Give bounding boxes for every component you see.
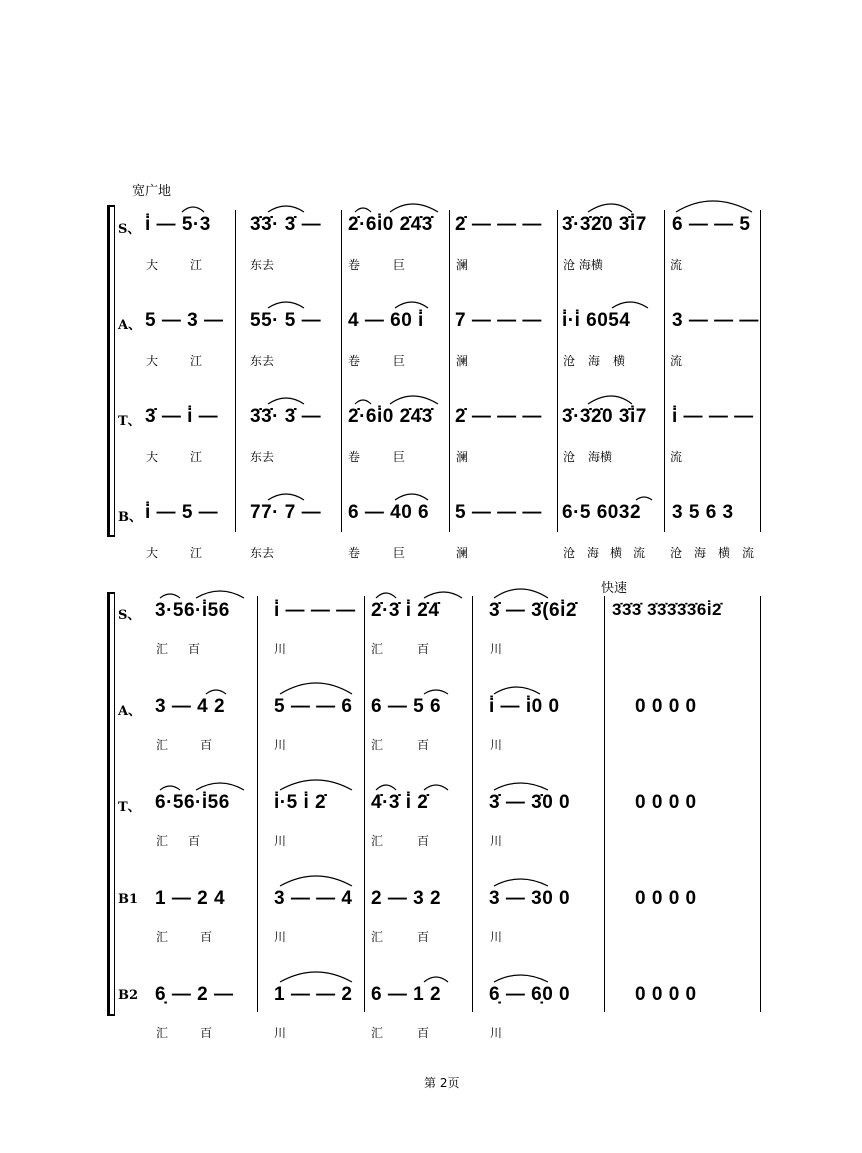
lyric: 东去 <box>250 258 275 272</box>
measure: 3·56·i̇56 <box>155 600 230 621</box>
lyric: 巨 <box>393 258 406 272</box>
lyric: 汇 <box>371 738 384 752</box>
measure: 77· 7 — <box>250 502 322 523</box>
tempo-marking: 快速 <box>601 581 628 596</box>
measure: 0 0 0 0 <box>635 984 697 1005</box>
lyric: 川 <box>490 930 503 944</box>
lyric: 百 <box>417 1026 430 1040</box>
lyric: 江 <box>190 450 203 464</box>
lyric: 百 <box>417 642 430 656</box>
lyric: 川 <box>490 834 503 848</box>
page-number: 第 2页 <box>424 1076 460 1090</box>
measure: 3 — — 4 <box>274 888 353 909</box>
measure: 3̇·3̇2̇0 3̇i̇7 <box>562 214 647 235</box>
measure: 3̇ — i̇ — <box>145 406 219 427</box>
measure: 3 — — — <box>672 310 759 331</box>
measure: 5 — — 6 <box>274 696 353 717</box>
lyric: 海横 <box>588 450 613 464</box>
lyric: 澜 <box>456 354 469 368</box>
voice-label-alto: A、 <box>118 704 142 719</box>
measure: i̇ — i̇0 0 <box>489 696 560 717</box>
measure: 2̇ — — — <box>455 214 542 235</box>
lyric: 汇 <box>156 738 169 752</box>
lyric: 百 <box>200 930 213 944</box>
lyric: 川 <box>274 1026 287 1040</box>
lyric: 江 <box>190 546 203 560</box>
lyric: 沧 <box>563 546 576 560</box>
measure: i̇·i̇ 6054 <box>562 310 631 331</box>
lyric: 海 <box>694 546 707 560</box>
measure: 7 — — — <box>455 310 542 331</box>
measure: 3̇3̇3̇ 3̇3̇3̇3̇3̇6i̇2̇ <box>612 600 722 619</box>
lyric: 巨 <box>393 450 406 464</box>
lyric: 江 <box>190 354 203 368</box>
measure: 3 — 4 2 <box>155 696 226 717</box>
lyric: 汇 <box>156 930 169 944</box>
measure: i̇ — 5 — <box>145 502 219 523</box>
measure: 2̇·6i̇0 2̇4̇3̇ <box>348 406 433 427</box>
voice-label-tenor: T、 <box>118 800 141 815</box>
measure: 6 — 1 2 <box>371 984 442 1005</box>
lyric: 川 <box>274 834 287 848</box>
measure: 3̇3̇· 3̇ — <box>250 214 322 235</box>
lyric: 百 <box>417 738 430 752</box>
voice-label-alto: A、 <box>118 318 142 333</box>
lyric: 沧 <box>670 546 683 560</box>
lyric: 海 <box>587 546 600 560</box>
lyric: 东去 <box>250 450 275 464</box>
measure: 0 0 0 0 <box>635 696 697 717</box>
measure: 2̇·6i̇0 2̇4̇3̇ <box>348 214 433 235</box>
measure: 6 — — 5 <box>672 214 751 235</box>
measure: 6 — 5 6 <box>371 696 442 717</box>
lyric: 百 <box>188 834 201 848</box>
lyric: 巨 <box>393 546 406 560</box>
measure: 2̇ — — — <box>455 406 542 427</box>
measure: 1 — — 2 <box>274 984 353 1005</box>
measure: 0 0 0 0 <box>635 888 697 909</box>
tempo-marking: 宽广地 <box>132 184 172 199</box>
lyric: 百 <box>200 1026 213 1040</box>
lyric: 大 <box>146 258 159 272</box>
measure: 2 — 3 2 <box>371 888 442 909</box>
lyric: 大 <box>146 450 159 464</box>
lyric: 卷 <box>348 546 361 560</box>
lyric: 流 <box>670 354 683 368</box>
lyric: 川 <box>490 1026 503 1040</box>
lyric: 横 <box>610 546 623 560</box>
lyric: 汇 <box>371 1026 384 1040</box>
measure: i̇ — — — <box>274 600 356 621</box>
measure: 3̇·3̇2̇0 3̇i̇7 <box>562 406 647 427</box>
measure: 6̣ — 6̣0 0 <box>489 984 571 1005</box>
measure: 3̇ — 3̇(6i̇2̇ <box>489 600 577 621</box>
voice-label-soprano: S、 <box>118 222 141 237</box>
lyric: 川 <box>490 642 503 656</box>
lyric: 江 <box>190 258 203 272</box>
measure: 5 — 3 — <box>145 310 224 331</box>
lyric: 卷 <box>348 354 361 368</box>
measure: 5 — — — <box>455 502 542 523</box>
measure: i̇ — 5·3 <box>145 214 211 235</box>
measure: 0 0 0 0 <box>635 792 697 813</box>
lyric: 卷 <box>348 450 361 464</box>
lyric: 川 <box>274 642 287 656</box>
lyric: 百 <box>200 738 213 752</box>
lyric: 百 <box>188 642 201 656</box>
measure: 1 — 2 4 <box>155 888 226 909</box>
voice-label-tenor: T、 <box>118 414 141 429</box>
measure: i̇ — — — <box>672 406 754 427</box>
voice-label-bass-2: B2 <box>118 988 139 1003</box>
lyric: 卷 <box>348 258 361 272</box>
lyric: 川 <box>274 930 287 944</box>
lyric: 汇 <box>371 642 384 656</box>
lyric: 汇 <box>371 834 384 848</box>
lyric: 澜 <box>456 450 469 464</box>
lyric: 流 <box>742 546 755 560</box>
measure: 3 — 30 0 <box>489 888 571 909</box>
measure: 6·56·i̇56 <box>155 792 230 813</box>
lyric: 巨 <box>393 354 406 368</box>
lyric: 百 <box>417 834 430 848</box>
voice-label-bass: B、 <box>118 510 142 525</box>
lyric: 流 <box>670 258 683 272</box>
measure: i̇·5 i̇ 2̇ <box>274 792 327 813</box>
lyric: 澜 <box>456 258 469 272</box>
lyric: 澜 <box>456 546 469 560</box>
lyric: 沧 海横 <box>563 258 603 272</box>
measure: 4̇·3̇ i̇ 2̇ <box>371 792 429 813</box>
measure: 3̇3̇· 3̇ — <box>250 406 322 427</box>
lyric: 汇 <box>156 834 169 848</box>
voice-label-soprano: S、 <box>118 608 141 623</box>
lyric: 大 <box>146 354 159 368</box>
lyric: 大 <box>146 546 159 560</box>
lyric: 流 <box>670 450 683 464</box>
lyric: 流 <box>633 546 646 560</box>
voice-label-bass-1: B1 <box>118 892 139 907</box>
lyric: 横 <box>613 354 626 368</box>
lyric: 汇 <box>156 642 169 656</box>
lyric: 海 <box>588 354 601 368</box>
measure: 3 5 6 3 <box>672 502 734 523</box>
measure: 3̇ — 3̇0 0 <box>489 792 571 813</box>
measure: 6 — 40 6 <box>348 502 430 523</box>
lyric: 川 <box>274 738 287 752</box>
measure: 6̣ — 2 — <box>155 984 234 1005</box>
lyric: 东去 <box>250 354 275 368</box>
measure: 2̇·3̇ i̇ 2̇4̇ <box>371 600 440 621</box>
lyric: 沧 <box>563 354 576 368</box>
lyric: 百 <box>417 930 430 944</box>
lyric: 川 <box>490 738 503 752</box>
lyric: 沧 <box>563 450 576 464</box>
measure: 4 — 60 i̇ <box>348 310 424 331</box>
lyric: 横 <box>718 546 731 560</box>
lyric: 汇 <box>371 930 384 944</box>
measure: 6·5 6032 <box>562 502 642 523</box>
lyric: 汇 <box>156 1026 169 1040</box>
measure: 55· 5 — <box>250 310 322 331</box>
lyric: 东去 <box>250 546 275 560</box>
